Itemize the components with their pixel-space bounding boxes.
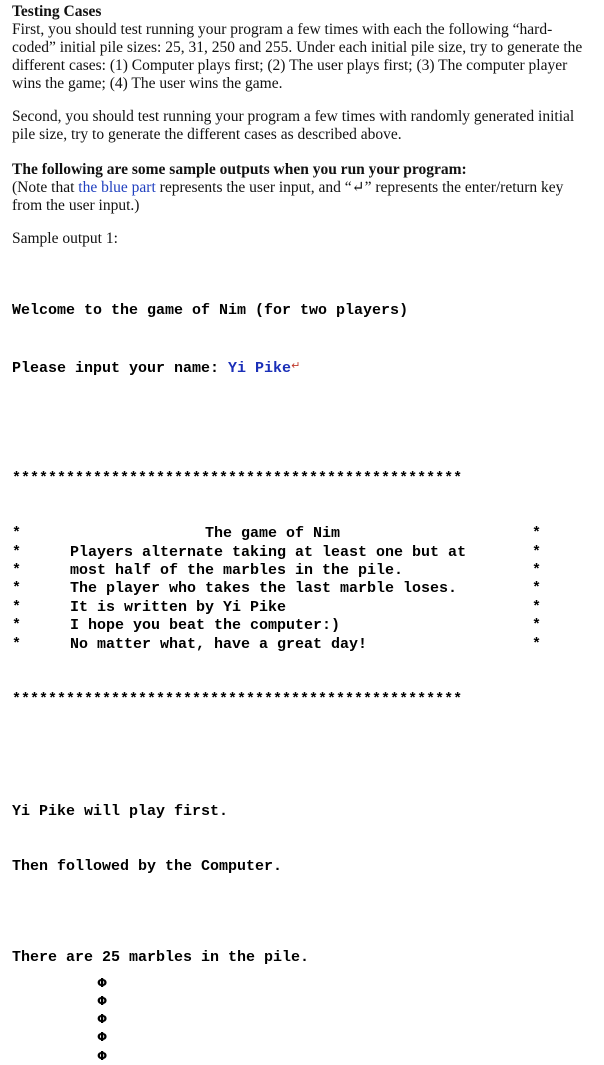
marble-icon: Φ [97,1030,108,1045]
banner-right-star: * [532,635,542,653]
user-input-name: Yi Pike [228,360,292,378]
banner-right-star: * [532,543,542,561]
banner-title: The game of Nim [205,525,341,543]
section-heading: Testing Cases [12,3,102,20]
name-prompt-line: Please input your name: Yi Pike↵ [12,359,301,378]
banner-right-star: * [532,525,542,543]
banner-text-line: most half of the marbles in the pile. [70,562,404,580]
banner-text-line: I hope you beat the computer:) [70,617,341,635]
banner-row [12,580,592,598]
marble-icon: Φ [97,993,108,1008]
marble-column [97,974,592,1065]
banner-row [12,562,592,580]
testing-instructions-paragraph: First, you should test running your program a few times with each the following “hard-coded” initial pile sizes: 25, 31, 250 and 255. Under each initial pile size, try to generate the different cases: (1) Computer plays first; (2) The user plays first; (3) The computer player wins the game; (4) The user wins the game. [12,21,583,92]
banner-left-star: * [12,543,22,561]
blue-part-label: the blue part [78,179,156,196]
marble-icon: Φ [97,1012,108,1027]
random-testing-paragraph: Second, you should test running your program a few times with randomly generated initial pile size, try to generate the different cases as described above. [12,108,575,143]
banner-top-border: ************************************************** [12,470,463,488]
second-player-line: Then followed by the Computer. [12,858,283,876]
banner-row [12,599,592,617]
banner-text-line: The player who takes the last marble loses. [70,580,458,598]
banner-right-star: * [532,580,542,598]
banner-right-star: * [532,562,542,580]
marble-icon: Φ [97,975,108,990]
banner-left-star: * [12,562,22,580]
banner-box [12,433,592,746]
color-legend-note: (Note that the blue part represents the user input, and “↵” represents the enter/return key from the user input.) [12,179,564,214]
enter-key-icon: ↵ [291,359,301,373]
welcome-line: Welcome to the game of Nim (for two players) [12,301,409,319]
sample-output-label: Sample output 1: [12,230,118,247]
banner-text-line: It is written by Yi Pike [70,598,287,616]
banner-left-star: * [12,598,22,616]
banner-text-line: Players alternate taking at least one but at [70,543,467,561]
banner-bottom-border: ************************************************** [12,690,463,708]
console-output [12,265,592,415]
banner-row [12,525,592,543]
first-player-line: Yi Pike will play first. [12,802,229,820]
banner-left-star: * [12,635,22,653]
turn-order-block [12,766,592,913]
banner-row [12,617,592,635]
banner-right-star: * [532,598,542,616]
pile-status-line: There are 25 marbles in the pile. [12,949,310,967]
marble-icon: Φ [97,1048,108,1063]
banner-left-star: * [12,525,22,543]
banner-left-star: * [12,617,22,635]
banner-right-star: * [532,617,542,635]
banner-text-line: No matter what, have a great day! [70,635,368,653]
banner-left-star: * [12,580,22,598]
banner-row [12,544,592,562]
banner-row [12,636,592,654]
document [12,0,592,1065]
sample-outputs-heading: The following are some sample outputs when you run your program: [12,161,467,178]
